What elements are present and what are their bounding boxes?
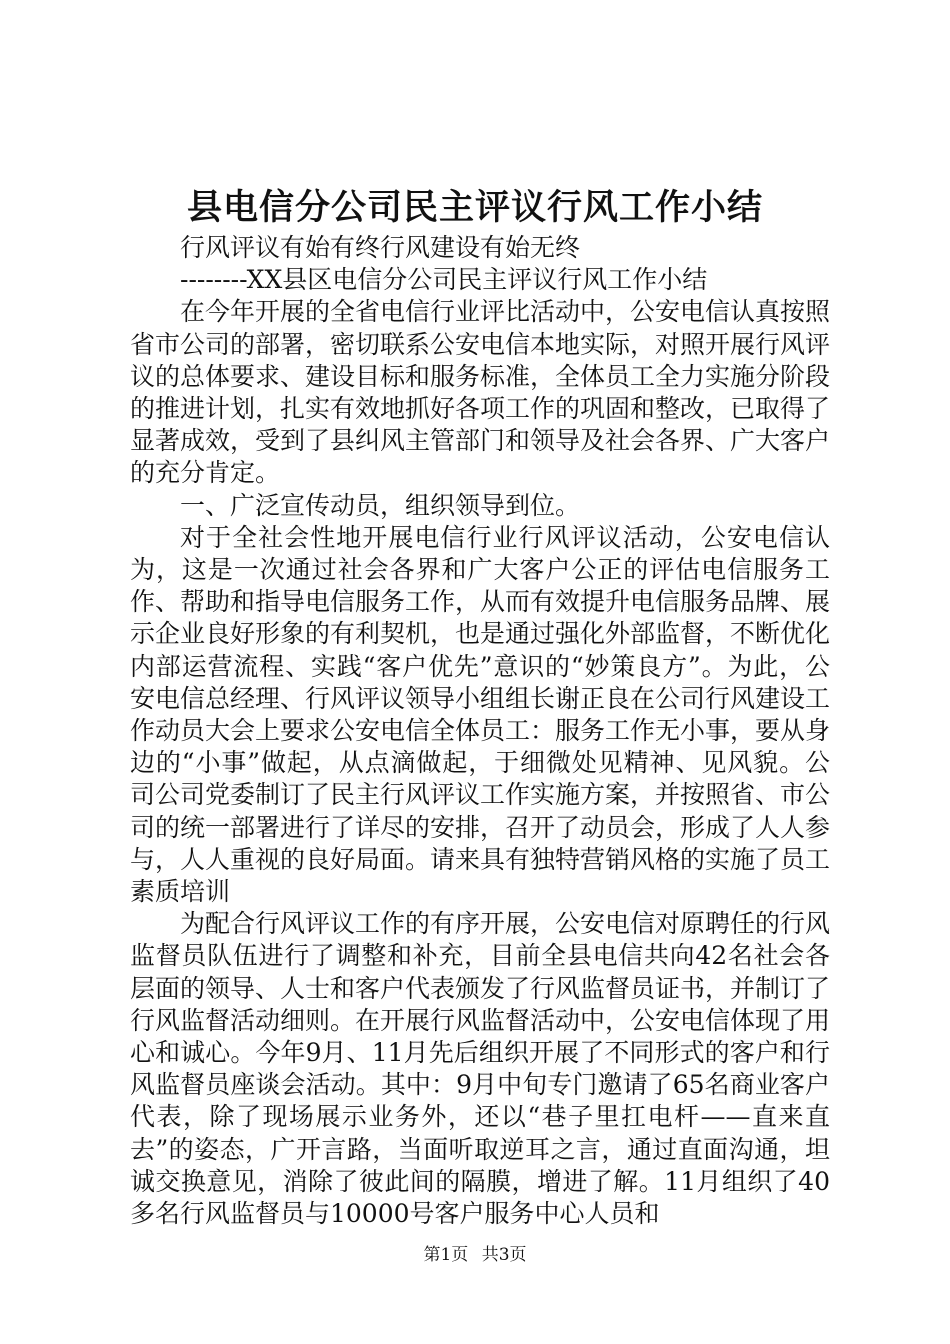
- page-number: 第1页: [423, 1245, 469, 1265]
- subtitle-dash-line: --------XX县区电信分公司民主评议行风工作小结: [180, 265, 708, 295]
- document-body: [130, 232, 830, 1230]
- paragraph-section-1: 对于全社会性地开展电信行业行风评议活动，公安电信认为，这是一次通过社会各界和广大客户公正的评估电信服务工作、帮助和指导电信服务工作，从而有效提升电信服务品牌、展示企业良好形象的有利契机，也是通过强化外部监督，不断优化内部运营流程、实践“客户优先”意识的“妙策良方”。为此，公安电信总经理、行风评议领导小组组长谢正良在公司行风建设工作动员大会上要求公安电信全体员工：服务工作无小事，要从身边的“小事”做起，从点滴做起，于细微处见精神、见风貌。公司公司党委制订了民主行风评议工作实施方案，并按照省、市公司的统一部署进行了详尽的安排，召开了动员会，形成了人人参与，人人重视的良好局面。请来具有独特营销风格的实施了员工素质培训: [130, 522, 831, 907]
- subtitle-line: 行风评议有始有终行风建设有始无终: [180, 233, 581, 262]
- page-footer: [0, 1244, 950, 1266]
- section-heading-1: 一、广泛宣传动员，组织领导到位。: [180, 490, 581, 520]
- page-total: 共3页: [481, 1245, 527, 1265]
- paragraph-supervisors: 为配合行风评议工作的有序开展，公安电信对原聘任的行风监督员队伍进行了调整和补充，目前全县电信共向42名社会各层面的领导、人士和客户代表颁发了行风监督员证书，并制订了行风监督活动细则。在开展行风监督活动中，公安电信体现了用心和诚心。今年9月、11月先后组织开展了不同形式的客户和行风监督员座谈会活动。其中：9月中旬专门邀请了65名商业客户代表，除了现场展示业务外，还以“巷子里扛电杆——直来直去”的姿态，广开言路，当面听取逆耳之言，通过直面沟通，坦诚交换意见，消除了彼此间的隔膜，增进了解。11月组织了40多名行风监督员与10000号客户服务中心人员和: [130, 909, 831, 1229]
- paragraph-intro: 在今年开展的全省电信行业评比活动中，公安电信认真按照省市公司的部署，密切联系公安电信本地实际，对照开展行风评议的总体要求、建设目标和服务标准，全体员工全力实施分阶段的推进计划，扎实有效地抓好各项工作的巩固和整改，已取得了显著成效，受到了县纠风主管部门和领导及社会各界、广大客户的充分肯定。: [130, 297, 831, 488]
- document-title: 县电信分公司民主评议行风工作小结: [186, 187, 763, 228]
